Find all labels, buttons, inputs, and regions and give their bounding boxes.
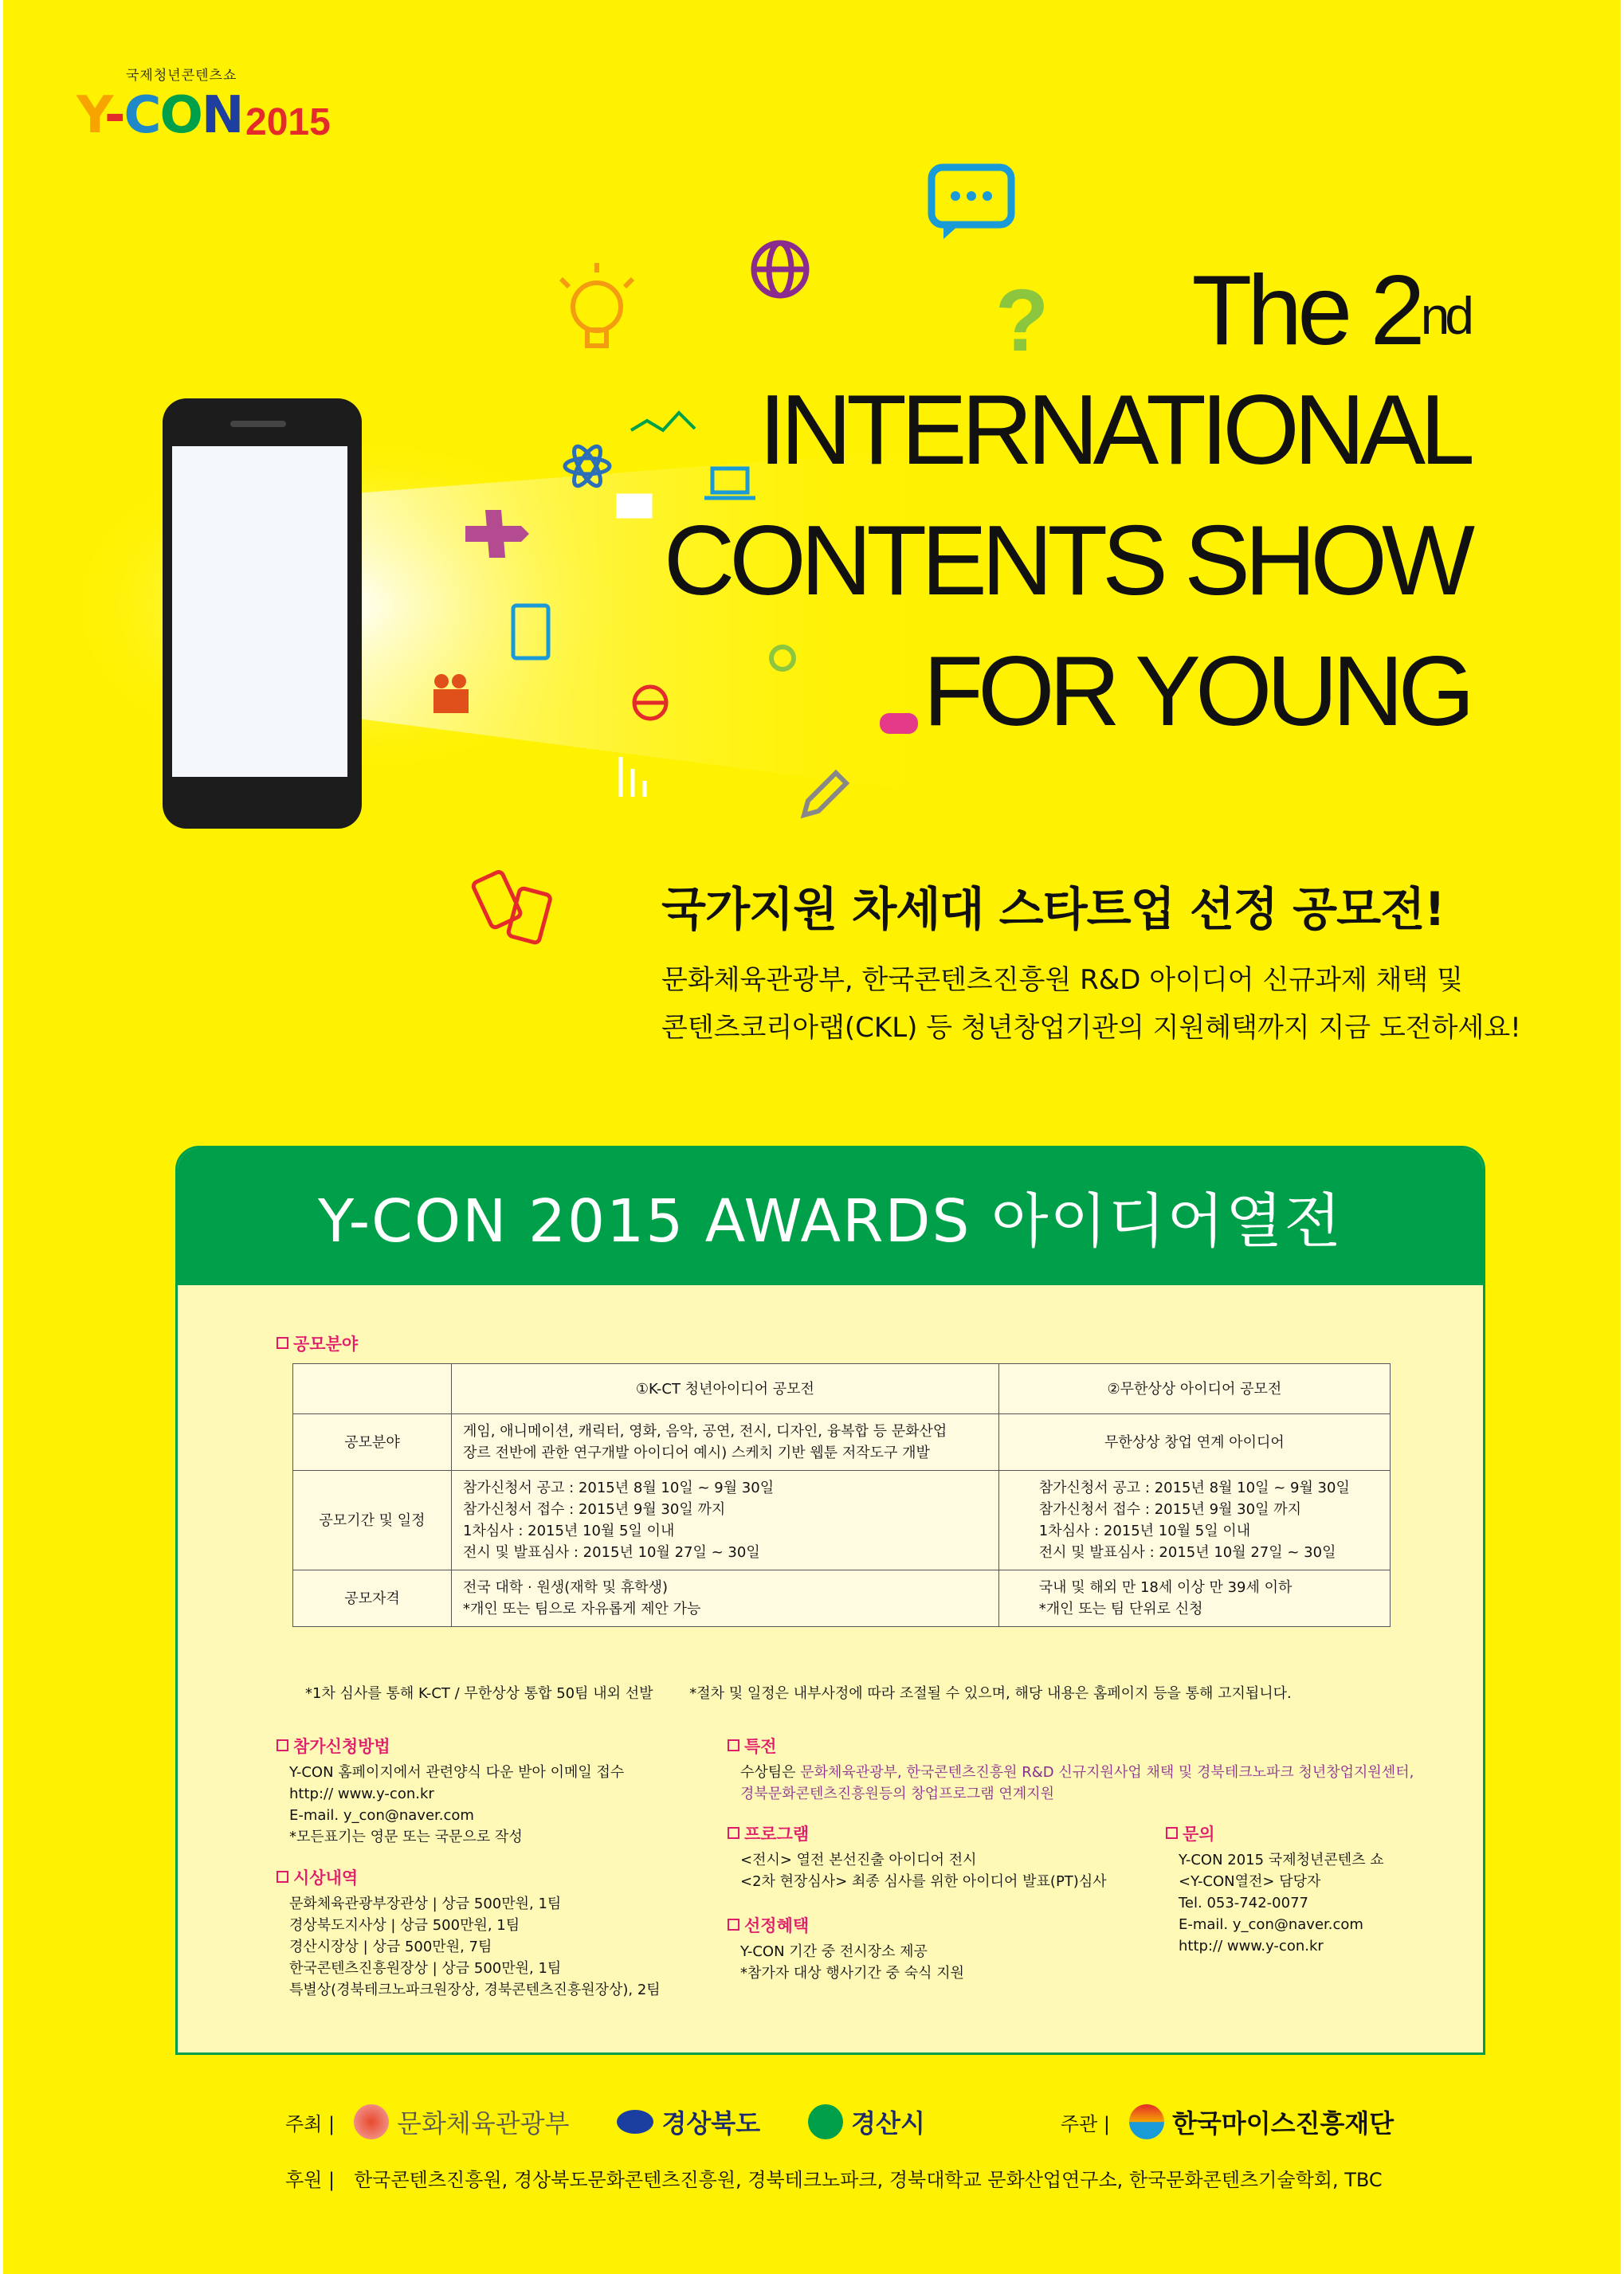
hero-line-2: INTERNATIONAL bbox=[759, 375, 1469, 485]
host-label: 주최 | bbox=[285, 2112, 335, 2135]
table-header-col2: ②무한상상 아이디어 공모전 bbox=[998, 1364, 1390, 1414]
table-row bbox=[293, 1471, 1391, 1570]
gyeongsan-logo-icon bbox=[808, 2104, 843, 2139]
host-gyeongsan: 경산시 bbox=[808, 2103, 925, 2140]
award-text: 문화체육관광부장관상 | 상금 500만원, 1팀 경상북도지사상 | 상금 500만원, 1팀 경산시장상 | 상금 500만원, 7팀 한국콘텐츠진흥원장상 | 상금 500만원, 1팀 특별상(경북테크노파크원장상, 경북콘텐츠진흥원장상), 2팀 bbox=[289, 1896, 661, 1998]
lightbulb-icon bbox=[561, 263, 633, 346]
chart-icon bbox=[621, 757, 645, 797]
awards-card-header bbox=[178, 1148, 1483, 1285]
section-field-title: 공모분야 bbox=[277, 1331, 358, 1355]
question-mark-icon: ? bbox=[995, 272, 1049, 370]
table-row bbox=[293, 1414, 1391, 1471]
table-cell: 무한상상 창업 연계 아이디어 bbox=[998, 1414, 1390, 1471]
subtext-line-1: 문화체육관광부, 한국콘텐츠진흥원 R&D 아이디어 신규과제 채택 및 bbox=[661, 964, 1463, 996]
table-cell: 국내 및 해외 만 18세 이상 만 39세 이하 *개인 또는 팀 단위로 신청 bbox=[998, 1570, 1390, 1627]
section-benefit-title: 특전 bbox=[728, 1734, 777, 1758]
select-text: Y-CON 기간 중 전시장소 제공 *참가자 대상 행사기간 중 숙식 지원 bbox=[740, 1943, 965, 1982]
table-header-col1: ①K-CT 청년아이디어 공모전 bbox=[452, 1364, 999, 1414]
chat-bubble-icon bbox=[932, 167, 1011, 239]
table-header-row bbox=[293, 1364, 1391, 1414]
organizer: 한국마이스진흥재단 bbox=[1129, 2103, 1394, 2140]
table-notes bbox=[305, 1682, 1292, 1703]
logo-year: 2015 bbox=[245, 101, 331, 143]
headline: 국가지원 차세대 스타트업 선정 공모전! bbox=[661, 882, 1445, 936]
subtext bbox=[661, 956, 1521, 1052]
awards-card bbox=[175, 1146, 1485, 2055]
benefit-text-highlight-2: 경북문화콘텐츠진흥원등의 창업프로그램 연계지원 bbox=[740, 1786, 1054, 1802]
phones-icon bbox=[472, 871, 551, 944]
section-apply-title: 참가신청방법 bbox=[277, 1734, 390, 1758]
movie-camera-icon bbox=[617, 494, 652, 518]
host-ministry: 문화체육관광부 bbox=[354, 2103, 569, 2140]
note-2: *절차 및 일정은 내부사정에 따라 조절될 수 있으며, 해당 내용은 홈페이지 등을 통해 고지됩니다. bbox=[689, 1685, 1292, 1702]
organizer-label: 주관 | bbox=[1060, 2112, 1110, 2135]
poster bbox=[3, 0, 1621, 2274]
benefit-text bbox=[740, 1762, 1442, 1805]
sponsor-list: 한국콘텐츠진흥원, 경상북도문화콘텐츠진흥원, 경북테크노파크, 경북대학교 문화산업연구소, 한국문화콘텐츠기술학회, TBC bbox=[354, 2169, 1383, 2191]
section-select-title: 선정혜택 bbox=[728, 1913, 809, 1937]
footer-sponsors bbox=[285, 2164, 1383, 2192]
section-program-title: 프로그램 bbox=[728, 1821, 809, 1845]
table-cell: 전국 대학 · 원생(재학 및 휴학생) *개인 또는 팀으로 자유롭게 제안 가능 bbox=[452, 1570, 999, 1627]
logo-ycon: Y-CON bbox=[76, 86, 243, 145]
contact-text: Y-CON 2015 국제청년콘텐츠 쇼 <Y-CON열전> 담당자 Tel. 053-742-0077 E-mail. y_con@naver.com http:// www.y-con.kr bbox=[1179, 1852, 1384, 1954]
table-row bbox=[293, 1570, 1391, 1627]
table-cell: 게임, 애니메이션, 캐릭터, 영화, 음악, 공연, 전시, 디자인, 융복합 등 문화산업 장르 전반에 관한 연구개발 아이디어 예시) 스케치 기반 웹툰 저작도구 개발 bbox=[452, 1414, 999, 1471]
benefit-text-prefix: 수상팀은 bbox=[740, 1764, 801, 1781]
program-text: <전시> 열전 본선진출 아이디어 전시 <2차 현장심사> 최종 심사를 위한 아이디어 발표(PT)심사 bbox=[740, 1852, 1107, 1890]
section-award-title: 시상내역 bbox=[277, 1865, 358, 1889]
smartphone-illustration bbox=[155, 390, 370, 837]
sponsor-label: 후원 | bbox=[285, 2169, 335, 2191]
hero-line-1: The 2nd bbox=[1191, 256, 1469, 366]
awards-card-title: Y-CON 2015 AWARDS 아이디어열전 bbox=[318, 1187, 1343, 1256]
benefit-text-highlight: 문화체육관광부, 한국콘텐츠진흥원 R&D 신규지원사업 채택 및 경북테크노파크 청년창업지원센터, bbox=[800, 1764, 1414, 1781]
gyeongbuk-logo-icon bbox=[617, 2110, 653, 2134]
table-cell-category: 공모기간 및 일정 bbox=[293, 1471, 452, 1570]
hero-line-3: CONTENTS SHOW bbox=[663, 506, 1469, 616]
apply-text: Y-CON 홈페이지에서 관련양식 다운 받아 이메일 접수 http:// www.y-con.kr E-mail. y_con@naver.com *모든표기는 영문 또는 국문으로 작성 bbox=[289, 1764, 625, 1845]
table-cell: 참가신청서 공고 : 2015년 8월 10일 ~ 9월 30일 참가신청서 접수 : 2015년 9월 30일 까지 1차심사 : 2015년 10월 5일 이내 전시 및 발표심사 : 2015년 10월 27일 ~ 30일 bbox=[452, 1471, 999, 1570]
table-cell-category: 공모분야 bbox=[293, 1414, 452, 1471]
footer-hosts bbox=[285, 2103, 1442, 2140]
organizer-logo-icon bbox=[1129, 2104, 1164, 2139]
logo-small-text: 국제청년콘텐츠쇼 bbox=[126, 68, 237, 84]
host-gyeongbuk: 경상북도 bbox=[617, 2103, 760, 2140]
hero-line-4: FOR YOUNG bbox=[923, 637, 1469, 747]
subtext-line-2: 콘텐츠코리아랩(CKL) 등 청년창업기관의 지원혜택까지 지금 도전하세요! bbox=[661, 1012, 1521, 1044]
ministry-logo-icon bbox=[354, 2104, 389, 2139]
hero-title bbox=[664, 257, 1469, 757]
contest-table bbox=[292, 1363, 1391, 1627]
section-contact-title: 문의 bbox=[1166, 1821, 1215, 1845]
note-1: *1차 심사를 통해 K-CT / 무한상상 통합 50팀 내외 선발 bbox=[305, 1685, 653, 1702]
table-cell-category: 공모자격 bbox=[293, 1570, 452, 1627]
table-cell: 참가신청서 공고 : 2015년 8월 10일 ~ 9월 30일 참가신청서 접수 : 2015년 9월 30일 까지 1차심사 : 2015년 10월 5일 이내 전시 및 발표심사 : 2015년 10월 27일 ~ 30일 bbox=[998, 1471, 1390, 1570]
table-header-empty bbox=[293, 1364, 452, 1414]
